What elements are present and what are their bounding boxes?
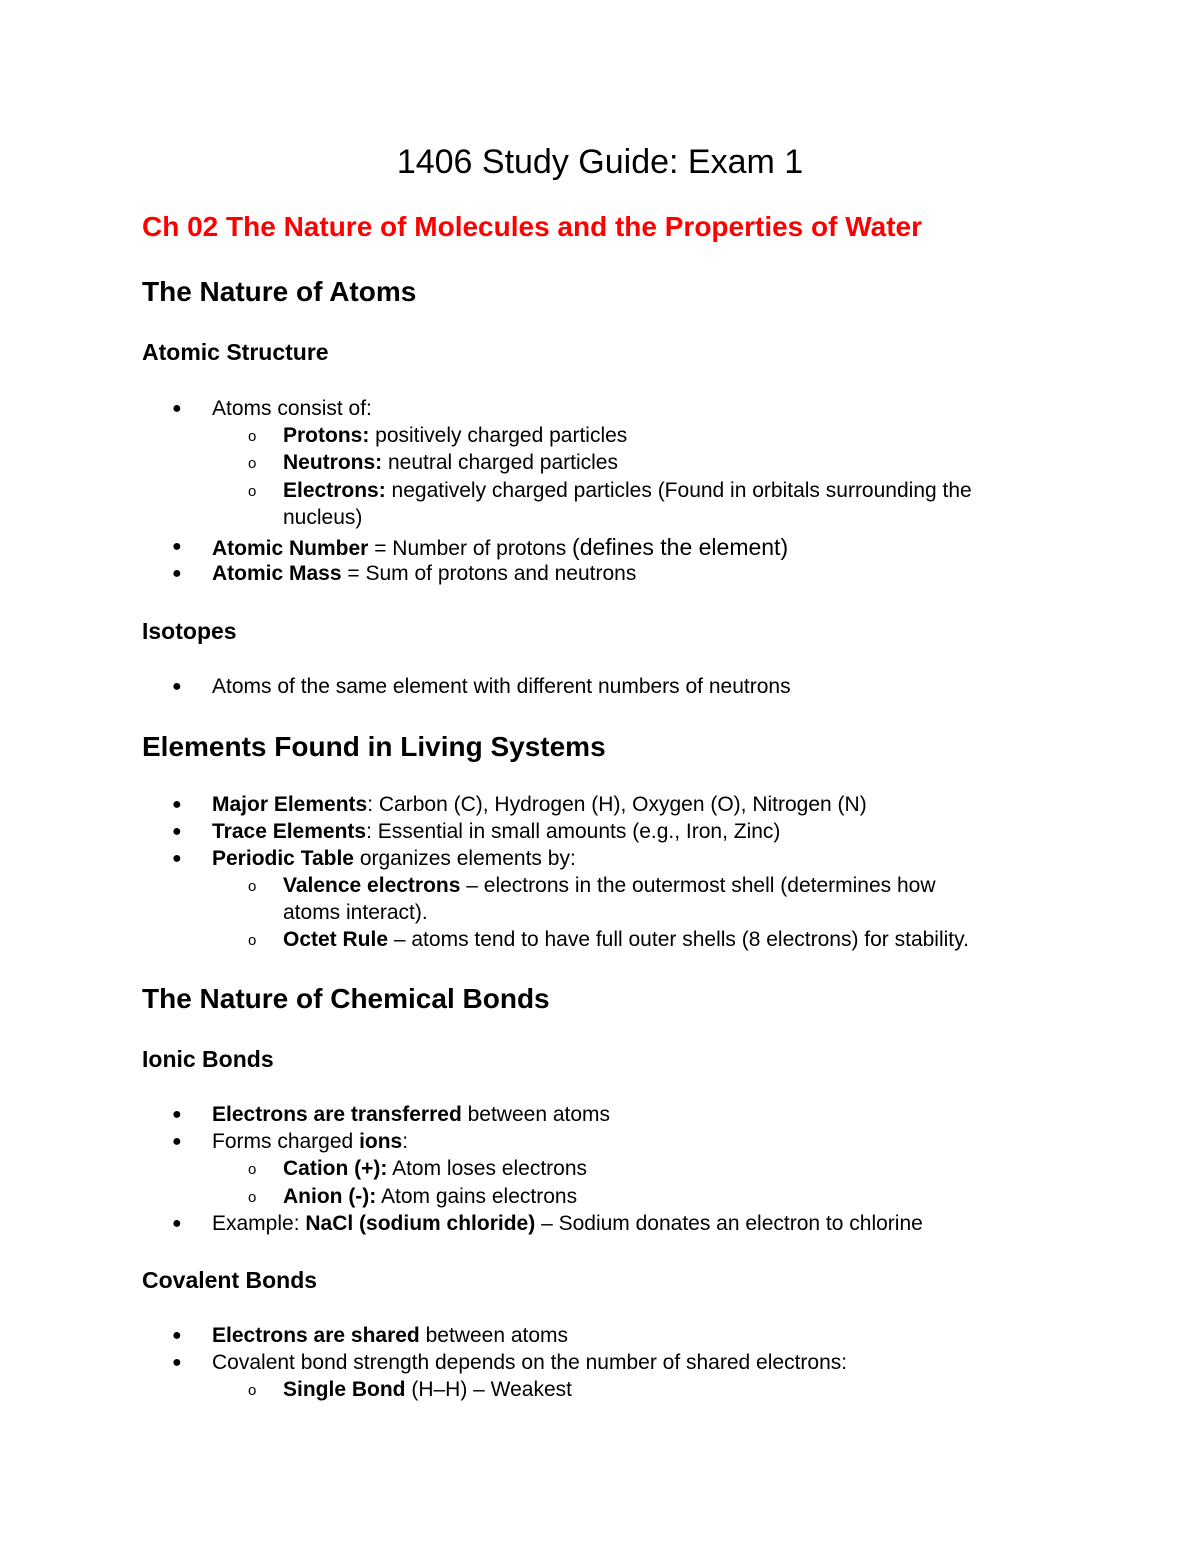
list-item: Protons: positively charged particles [283,424,628,447]
sub-bullet-icon: o [248,878,257,895]
section-heading-elements-living: Elements Found in Living Systems [142,731,606,762]
bullet-icon: ● [172,1354,182,1371]
list-item-continuation: atoms interact). [283,901,428,924]
bullet-icon: ● [172,538,182,555]
list-item: Octet Rule – atoms tend to have full outer shells (8 electrons) for stability. [283,928,969,951]
document-title: 1406 Study Guide: Exam 1 [396,143,804,181]
bullet-icon: ● [172,1106,182,1123]
list-item: Major Elements: Carbon (C), Hydrogen (H), Oxygen (O), Nitrogen (N) [212,793,867,816]
bullet-icon: ● [172,400,182,417]
list-item: Electrons: negatively charged particles (Found in orbitals surrounding the [283,479,972,502]
list-item: Atomic Mass = Sum of protons and neutrons [212,562,637,585]
list-item: Anion (-): Atom gains electrons [283,1185,578,1208]
bullet-icon: ● [172,1327,182,1344]
list-item: Forms charged ions: [212,1130,409,1153]
subsection-heading-ionic-bonds: Ionic Bonds [142,1046,274,1072]
list-item: Trace Elements: Essential in small amounts (e.g., Iron, Zinc) [212,820,781,843]
bullet-icon: ● [172,823,182,840]
list-item: Valence electrons – electrons in the outermost shell (determines how [283,874,936,897]
sub-bullet-icon: o [248,483,257,500]
subsection-heading-atomic-structure: Atomic Structure [142,339,329,365]
sub-bullet-icon: o [248,1161,257,1178]
list-item: Neutrons: neutral charged particles [283,451,618,474]
list-item: Single Bond (H–H) – Weakest [283,1378,572,1401]
bullet-icon: ● [172,678,182,695]
list-item: Covalent bond strength depends on the number of shared electrons: [212,1351,848,1374]
sub-bullet-icon: o [248,932,257,949]
sub-bullet-icon: o [248,455,257,472]
list-item: Atomic Number = Number of protons (defines the element) [212,534,789,560]
list-item-continuation: nucleus) [283,506,363,529]
sub-bullet-icon: o [248,428,257,445]
bullet-icon: ● [172,796,182,813]
list-item: Atoms consist of: [212,397,372,420]
list-item: Electrons are shared between atoms [212,1324,569,1347]
list-item: Electrons are transferred between atoms [212,1103,611,1126]
subsection-heading-isotopes: Isotopes [142,618,237,644]
list-item: Atoms of the same element with different numbers of neutrons [212,675,791,698]
chapter-heading: Ch 02 The Nature of Molecules and the Properties of Water [142,211,922,242]
section-heading-chemical-bonds: The Nature of Chemical Bonds [142,983,550,1014]
sub-bullet-icon: o [248,1189,257,1206]
list-item: Cation (+): Atom loses electrons [283,1157,587,1180]
bullet-icon: ● [172,1133,182,1150]
section-heading-nature-of-atoms: The Nature of Atoms [142,276,417,307]
subsection-heading-covalent-bonds: Covalent Bonds [142,1267,318,1293]
bullet-icon: ● [172,1215,182,1232]
list-item: Periodic Table organizes elements by: [212,847,576,870]
sub-bullet-icon: o [248,1382,257,1399]
bullet-icon: ● [172,565,182,582]
bullet-icon: ● [172,850,182,867]
list-item: Example: NaCl (sodium chloride) – Sodium donates an electron to chlorine [212,1212,923,1235]
